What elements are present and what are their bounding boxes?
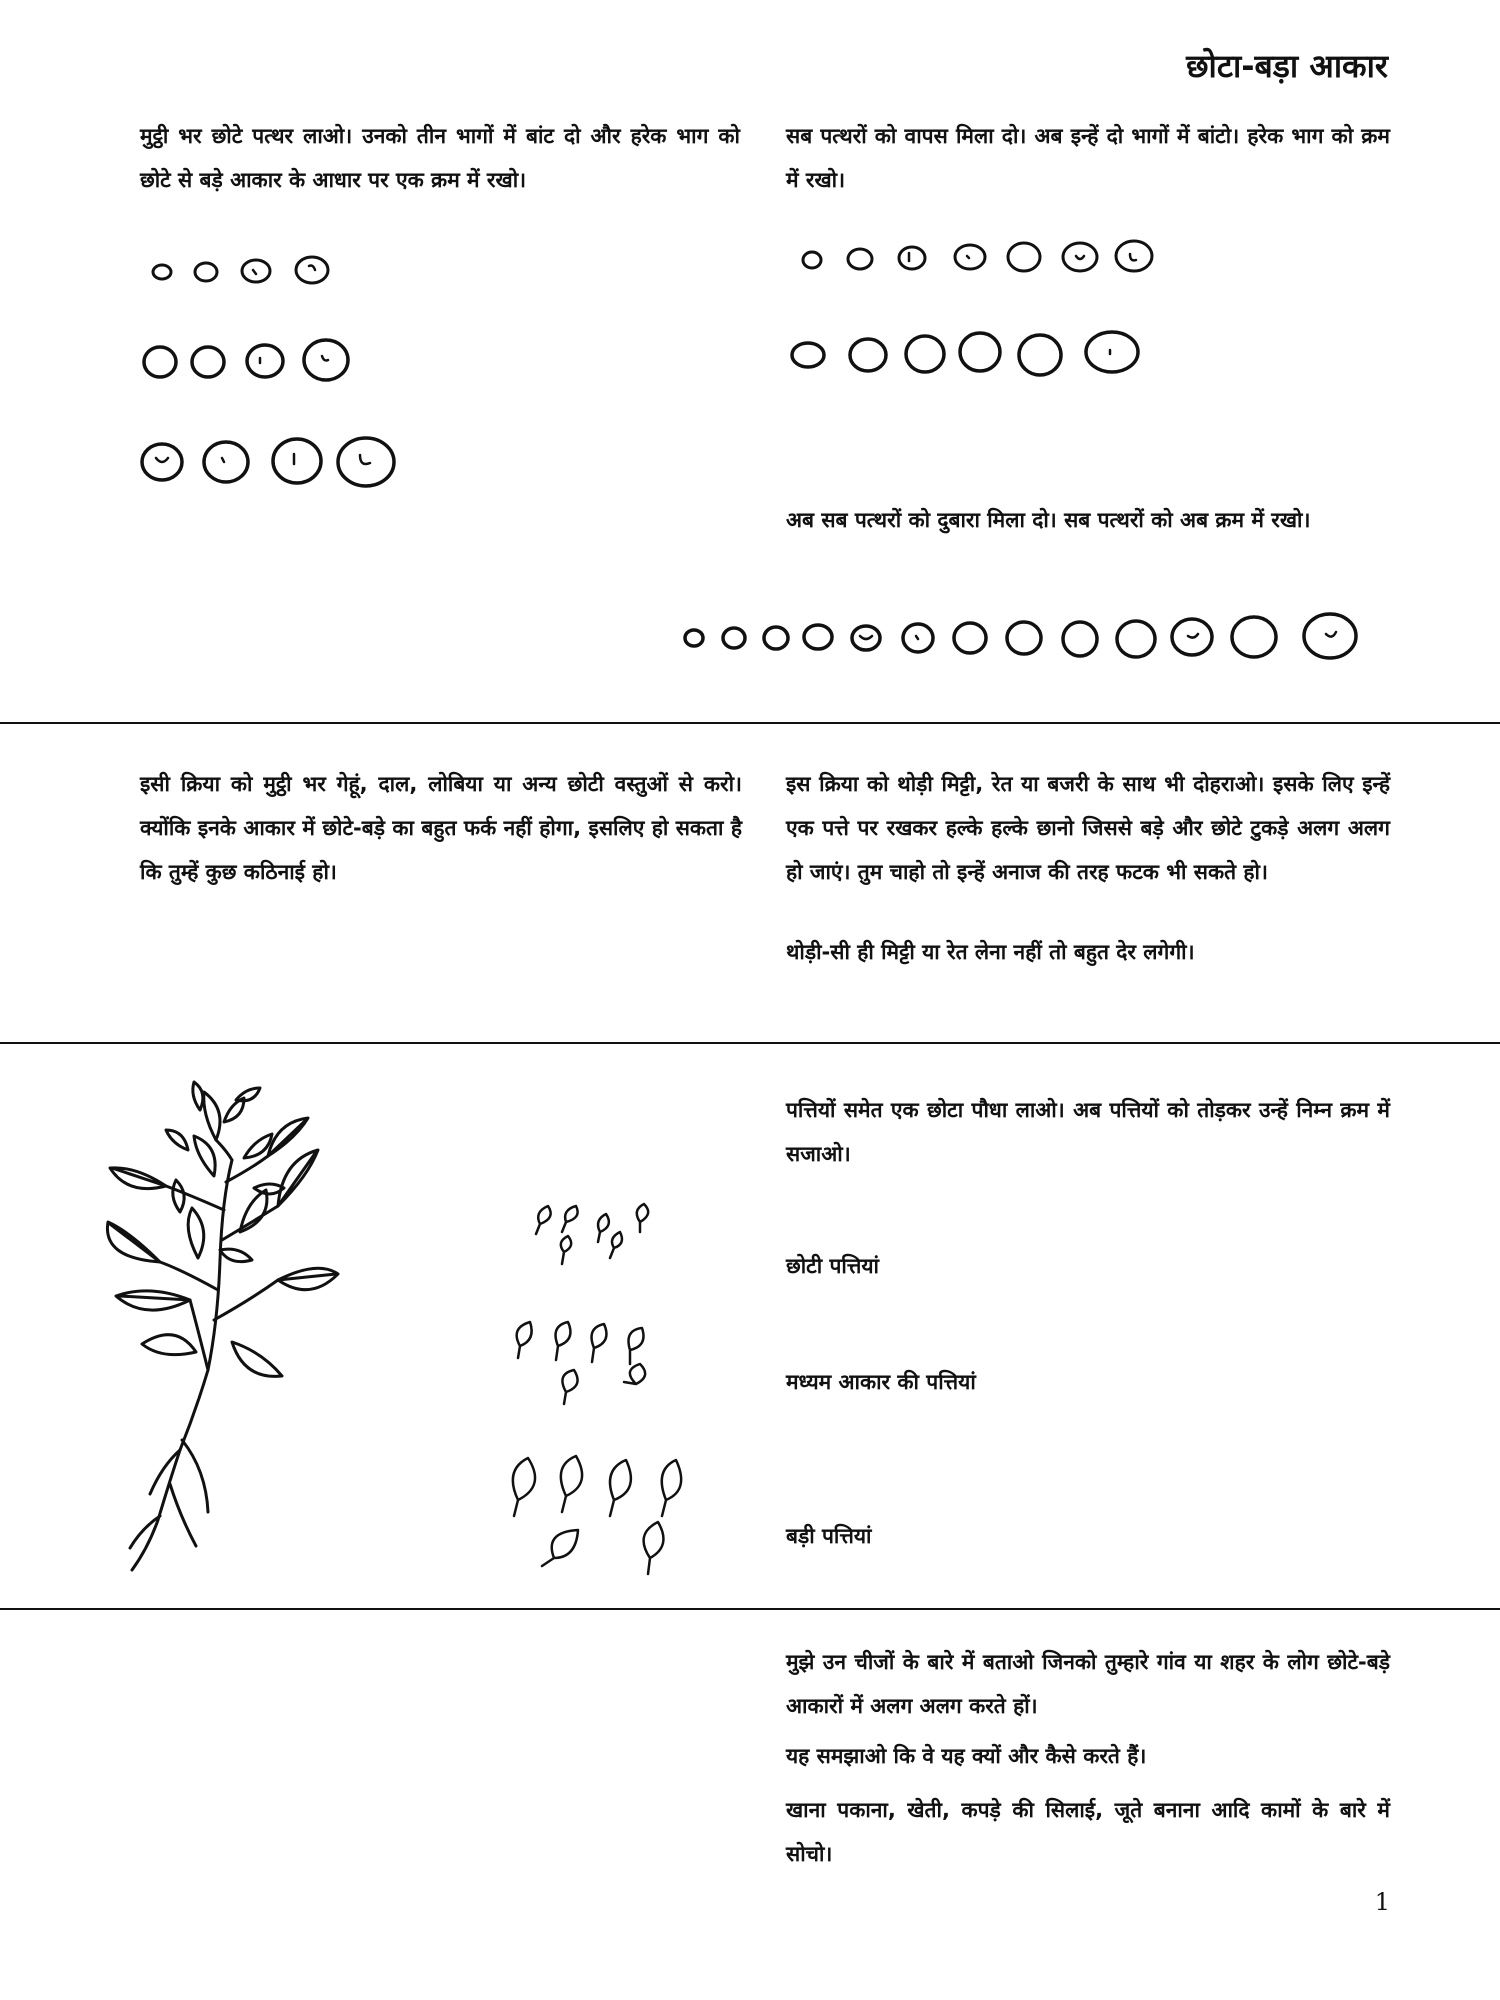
grains-activity-text: इसी क्रिया को मुट्ठी भर गेहूं, दाल, लोबिया या अन्य छोटी वस्तुओं से करो। क्योंकि इनके आकार में छोटे-बड़े का बहुत फर्क नहीं होगा, इसलिए हो सकता है कि तुम्हें कुछ कठिनाई हो। [140,772,742,884]
think-about-work-text: खाना पकाना, खेती, कपड़े की सिलाई, जूते बनाना आदि कामों के बारे में सोचो। [786,1798,1390,1866]
plant-leaves-instruction: पत्तियों समेत एक छोटा पौधा लाओ। अब पत्तियों को तोड़कर उन्हें निम्न क्रम में सजाओ। [786,1098,1390,1166]
large-leaves-group [513,1456,681,1574]
section-divider-3 [0,1608,1500,1610]
page-number: 1 [1374,1888,1390,1916]
soil-sieving-text: इस क्रिया को थोड़ी मिट्टी, रेत या बजरी के साथ भी दोहराओ। इसके लिए इन्हें एक पत्ते पर रखकर हल्के हल्के छानो जिससे बड़े और छोटे टुकड़े अलग अलग हो जाएं। तुम चाहो तो इन्हें अनाज की तरह फटक भी सकते हो। [786,772,1390,884]
pebbles-all-together-text: अब सब पत्थरों को दुबारा मिला दो। सब पत्थरों को अब क्रम में रखो। [786,508,1311,532]
small-leaves-group [536,1204,648,1264]
large-leaves-label: बड़ी पत्तियां [786,1524,872,1548]
ask-about-sorting-text: मुझे उन चीजों के बारे में बताओ जिनको तुम्हारे गांव या शहर के लोग छोटे-बड़े आकारों में अलग अलग करते हों। [786,1650,1390,1718]
page-title: छोटा-बड़ा आकार [1186,47,1388,85]
pebbles-three-groups-text: मुट्ठी भर छोटे पत्थर लाओ। उनको तीन भागों में बांट दो और हरेक भाग को छोटे से बड़े आकार के आधार पर एक क्रम में रखो। [140,124,740,192]
soil-quantity-note: थोड़ी-सी ही मिट्टी या रेत लेना नहीं तो बहुत देर लगेगी। [786,940,1195,964]
explain-why-text: यह समझाओ कि वे यह क्यों और कैसे करते हैं। [786,1744,1147,1768]
small-leaves-label: छोटी पत्तियां [786,1254,879,1278]
medium-leaves-group [517,1322,645,1404]
pebbles-two-groups-text: सब पत्थरों को वापस मिला दो। अब इन्हें दो भागों में बांटो। हरेक भाग को क्रम में रखो। [786,124,1390,192]
medium-leaves-label: मध्यम आकार की पत्तियां [786,1370,976,1394]
